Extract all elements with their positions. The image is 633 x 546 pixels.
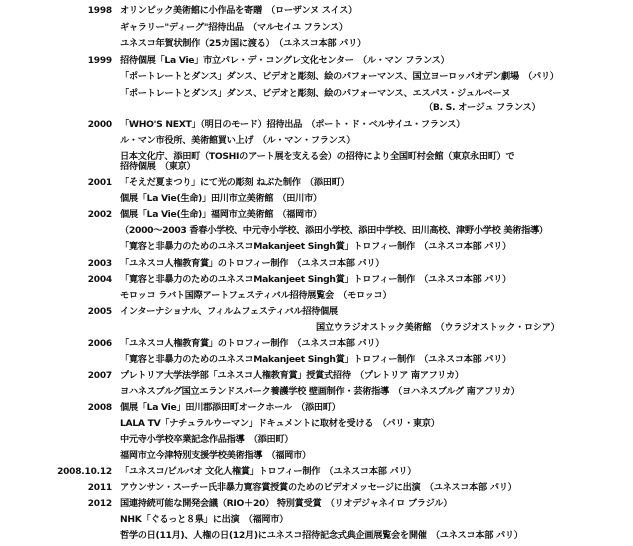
chronology-entry	[0, 272, 633, 288]
chronology-entry	[0, 20, 633, 36]
entry-text: 「寛容と非暴力のためのユネスコMakanjeet Singh賞」トロフィー制作 （ユネスコ本部 パリ）	[120, 354, 511, 365]
entry-text: 「寛容と非暴力のためのユネスコMakanjeet Singh賞」トロフィー制作 （ユネスコ本部 パリ）	[120, 241, 511, 252]
entry-year: 1998	[87, 6, 112, 16]
entry-text: 招待個展 （東京）	[120, 161, 196, 172]
entry-text: （B. S. オージュ フランス）	[424, 102, 541, 113]
chronology-entry	[0, 528, 633, 544]
chronology-entry	[0, 191, 633, 207]
chronology-entry	[0, 496, 633, 512]
entry-year: 2012	[87, 499, 112, 509]
entry-year: 2000	[87, 120, 112, 130]
chronology-entry	[0, 352, 633, 368]
chronology-entry	[0, 239, 633, 255]
chronology-entry	[0, 304, 633, 320]
entry-year: 2006	[87, 339, 112, 349]
entry-year: 2004	[87, 275, 112, 285]
chronology-entry	[0, 133, 633, 149]
entry-text: 「そえだ夏まつり」にて光の彫刻 ねぶた制作 （添田町）	[120, 177, 350, 188]
entry-year: 2007	[87, 371, 112, 381]
chronology-entry	[0, 464, 633, 480]
entry-text: ヨハネスブルグ国立エランドスパーク養護学校 壁画制作・芸術指導 （ヨハネスブルグ 南アフリカ）	[120, 386, 520, 397]
entry-text: 哲学の日(11月)、人権の日(12月)にユネスコ招待記念式典企画展覧会を開催 （ユネスコ本部 パリ）	[120, 530, 523, 541]
chronology-entry	[0, 207, 633, 223]
chronology-entry	[0, 69, 633, 85]
entry-text: LALA TV「ナチュラルウーマン」ドキュメントに取材を受ける （パリ・東京）	[120, 418, 440, 429]
entry-year: 2001	[87, 178, 112, 188]
chronology-entry	[0, 368, 633, 384]
chronology-entry	[0, 53, 633, 69]
entry-text: アウンサン・スーチー氏非暴力寛容賞授賞のためのビデオメッセージに出演 （ユネスコ本部 パリ）	[120, 482, 517, 493]
chronology-entry	[0, 175, 633, 191]
chronology-entry	[0, 223, 633, 239]
entry-text: 「WHO'S NEXT」（明日のモード）招待出品 （ポート・ド・ベルサイユ・フランス）	[120, 119, 466, 130]
chronology-entry	[0, 480, 633, 496]
entry-text: 招待個展「La Vie」市立パレ・デ・コングレ文化センター （ル・マン フランス）	[120, 55, 450, 66]
entry-year: 2005	[87, 307, 112, 317]
entry-text: 国立ウラジオストック美術館 （ウラジオストック・ロシア）	[316, 322, 560, 333]
entry-text: ル・マン市役所、美術館買い上げ （ル・マン・フランス）	[120, 135, 356, 146]
chronology-entry	[0, 448, 633, 464]
entry-text: インターナショナル、フィルムフェスティバル招待個展	[120, 306, 338, 317]
entry-text: （2000～2003 香春小学校、中元寺小学校、添田小学校、添田中学校、田川高校、津野小学校 美術指導）	[120, 225, 548, 236]
chronology-entry	[0, 400, 633, 416]
entry-text: 「ユネスコ/ピルバオ 文化人権賞」トロフィー制作 （ユネスコ本部 パリ）	[120, 466, 417, 477]
chronology-entry	[0, 320, 633, 336]
entry-year: 1999	[87, 56, 112, 66]
chronology-entry	[0, 3, 633, 19]
chronology-entry	[0, 288, 633, 304]
entry-text: NHK「ぐるっと８県」に出演 （福岡市）	[120, 514, 289, 525]
chronology-entry	[0, 117, 633, 133]
entry-text: 国連持続可能な開発会議（RIO＋20） 特別賞受賞 （リオデジャネイロ ブラジル）	[120, 498, 453, 509]
entry-text: 個展「La Vie(生命)」田川市立美術館 （田川市）	[120, 193, 322, 204]
entry-text: 日本文化庁、添田町（TOSHIのアート展を支える会）の招待により全国町村会館（東京永田町）で	[120, 151, 515, 162]
chronology-entry	[0, 416, 633, 432]
entry-text: ユネスコ年賀状制作（25カ国に渡る） （ユネスコ本部 パリ）	[120, 38, 366, 49]
entry-text: 個展「La Vie(生命)」福岡市立美術館 （福岡市）	[120, 209, 322, 220]
entry-text: 「ポートレートとダンス」ダンス、ビデオと彫刻、絵のパフォーマンス、エスパス・ジュルベーヌ	[120, 88, 511, 99]
entry-text: プレトリア大学法学部「ユネスコ人権教育賞」授賞式招待 （プレトリア 南アフリカ）	[120, 370, 464, 381]
entry-text: モロッコ ラバト国際アートフェスティバル招待展覧会 （モロッコ）	[120, 290, 392, 301]
entry-text: オリンピック美術館に小作品を寄贈 （ローザンヌ スイス）	[120, 5, 358, 16]
entry-year: 2008	[87, 403, 112, 413]
chronology-entry	[0, 36, 633, 52]
entry-year: 2003	[87, 259, 112, 269]
entry-text: 「ユネスコ人権教育賞」のトロフィー制作 （ユネスコ本部 パリ）	[120, 258, 385, 269]
entry-text: ギャラリー"ディーグ"招待出品 （マルセイユ フランス）	[120, 22, 348, 33]
chronology-entry	[0, 159, 633, 175]
chronology-entry	[0, 100, 633, 116]
chronology-entry	[0, 512, 633, 528]
chronology-entry	[0, 432, 633, 448]
chronology-entry	[0, 256, 633, 272]
entry-text: 「寛容と非暴力のためのユネスコMakanjeet Singh賞」トロフィー制作 （ユネスコ本部 パリ）	[120, 274, 511, 285]
entry-text: 福岡市立今津特別支援学校美術指導 （福岡市）	[120, 450, 311, 461]
entry-text: 中元寺小学校卒業記念作品指導 （添田町）	[120, 434, 294, 445]
chronology-entry	[0, 336, 633, 352]
chronology-entry	[0, 384, 633, 400]
entry-text: 「ユネスコ人権教育賞」のトロフィー制作 （ユネスコ本部 パリ）	[120, 338, 385, 349]
entry-year: 2011	[87, 483, 112, 493]
entry-text: 個展「La Vie」田川郡添田町オークホール （添田町）	[120, 402, 341, 413]
entry-text: 「ポートレートとダンス」ダンス、ビデオと彫刻、絵のパフォーマンス、国立ヨーロッパオデン劇場 （パリ）	[120, 71, 559, 82]
entry-year: 2002	[87, 210, 112, 220]
entry-year: 2008.10.12	[57, 467, 112, 477]
